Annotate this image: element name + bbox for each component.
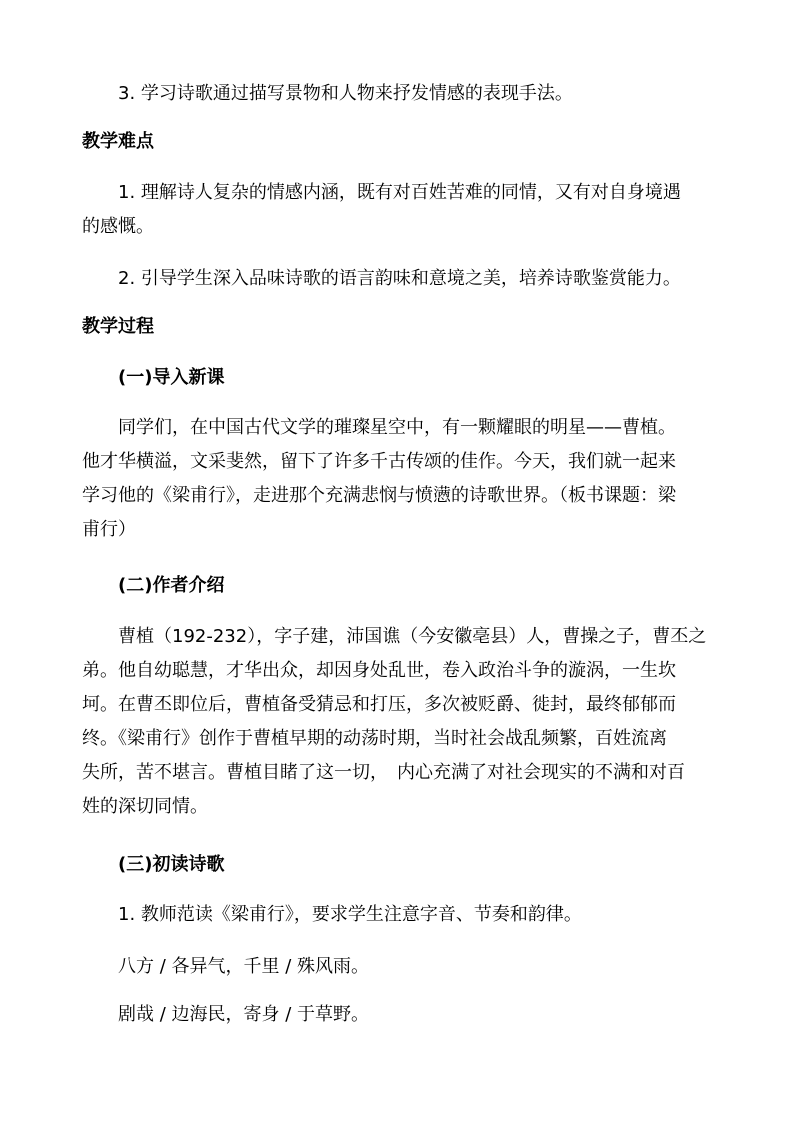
verse-line-1: 八方 / 各异气，千里 / 殊风雨。 (118, 956, 370, 977)
text-line: 弟。他自幼聪慧，才华出众，却因身处乱世，卷入政治斗争的漩涡，一生坎 (82, 660, 676, 681)
text-line: 1. 理解诗人复杂的情感内涵，既有对百姓苦难的同情，又有对自身境遇 (118, 182, 681, 203)
text-line: 的感慨。 (82, 216, 154, 237)
section-heading-difficulties: 教学难点 (82, 131, 154, 152)
text-line: 坷。在曹丕即位后，曹植备受猜忌和打压，多次被贬爵、徙封，最终郁郁而 (82, 694, 676, 715)
subsection-heading-reading: (三)初读诗歌 (118, 854, 225, 875)
subsection-heading-author: (二)作者介绍 (118, 575, 225, 596)
text-line: 甫行） (82, 519, 136, 540)
reading-item-1: 1. 教师范读《梁甫行》，要求学生注意字音、节奏和韵律。 (118, 904, 582, 925)
author-paragraph (82, 620, 712, 824)
intro-paragraph (82, 411, 712, 547)
text-line: 失所，苦不堪言。曹植目睹了这一切， 内心充满了对社会现实的不满和对百 (82, 762, 685, 783)
text-line: 他才华横溢，文采斐然，留下了许多千古传颂的佳作。今天，我们就一起来 (82, 451, 676, 472)
text-line: 曹植（192-232），字子建，沛国谯（今安徽亳县）人，曹操之子，曹丕之 (118, 626, 707, 647)
section-heading-process: 教学过程 (82, 316, 154, 337)
objective-item-3: 3. 学习诗歌通过描写景物和人物来抒发情感的表现手法。 (118, 83, 573, 104)
text-line: 同学们，在中国古代文学的璀璨星空中，有一颗耀眼的明星——曹植。 (118, 417, 676, 438)
difficulty-item-1 (82, 176, 712, 244)
difficulty-item-2: 2. 引导学生深入品味诗歌的语言韵味和意境之美，培养诗歌鉴赏能力。 (118, 268, 681, 289)
verse-line-2: 剧哉 / 边海民，寄身 / 于草野。 (118, 1004, 370, 1025)
text-line: 终。《梁甫行》创作于曹植早期的动荡时期，当时社会战乱频繁，百姓流离 (82, 728, 667, 749)
subsection-heading-intro: (一)导入新课 (118, 367, 225, 388)
text-line: 学习他的《梁甫行》，走进那个充满悲悯与愤懑的诗歌世界。（板书课题：梁 (82, 485, 676, 506)
text-line: 姓的深切同情。 (82, 796, 208, 817)
